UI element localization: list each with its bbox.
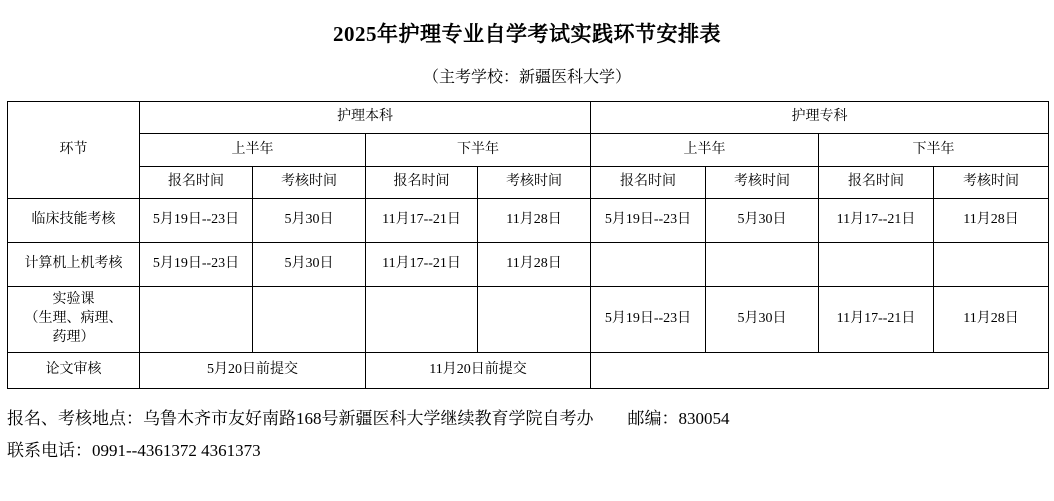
cell-thesis-second-half: 11月20日前提交	[366, 353, 591, 389]
header-corner: 环节	[8, 102, 140, 199]
footer-location-value: 乌鲁木齐市友好南路168号新疆医科大学继续教育学院自考办	[143, 409, 594, 428]
table-row	[8, 199, 1049, 243]
header-signup-time-4: 报名时间	[819, 166, 934, 198]
footer-notes	[7, 389, 1047, 468]
cell-computer-c2-exam	[934, 243, 1049, 287]
header-college-first-half: 上半年	[591, 134, 819, 166]
header-signup-time-1: 报名时间	[140, 166, 253, 198]
table-row	[8, 287, 1049, 353]
cell-clinical-u2-signup: 11月17--21日	[366, 199, 478, 243]
cell-lab-c1-signup: 5月19日--23日	[591, 287, 706, 353]
table-header-row-1	[8, 102, 1049, 134]
row-label-lab-line-2: （生理、病理、	[24, 311, 123, 327]
footer-postal-value: 830054	[678, 409, 730, 428]
cell-clinical-c1-exam: 5月30日	[706, 199, 819, 243]
cell-computer-u1-exam: 5月30日	[253, 243, 366, 287]
cell-computer-c1-exam	[706, 243, 819, 287]
cell-lab-c2-signup: 11月17--21日	[819, 287, 934, 353]
cell-thesis-college-empty	[591, 353, 1049, 389]
cell-computer-u2-exam: 11月28日	[478, 243, 591, 287]
schedule-table	[7, 101, 1049, 389]
header-exam-time-3: 考核时间	[706, 166, 819, 198]
cell-lab-u2-exam	[478, 287, 591, 353]
cell-lab-u1-signup	[140, 287, 253, 353]
cell-thesis-first-half: 5月20日前提交	[140, 353, 366, 389]
cell-lab-c1-exam: 5月30日	[706, 287, 819, 353]
cell-computer-u1-signup: 5月19日--23日	[140, 243, 253, 287]
row-label-computer-exam: 计算机上机考核	[8, 243, 140, 287]
footer-location-line	[7, 403, 1047, 435]
table-row	[8, 353, 1049, 389]
header-undergrad-first-half: 上半年	[140, 134, 366, 166]
table-header-row-3	[8, 166, 1049, 198]
header-exam-time-4: 考核时间	[934, 166, 1049, 198]
header-exam-time-1: 考核时间	[253, 166, 366, 198]
cell-computer-u2-signup: 11月17--21日	[366, 243, 478, 287]
footer-phone-value: 0991--4361372 4361373	[92, 441, 261, 461]
row-label-clinical-skills: 临床技能考核	[8, 199, 140, 243]
cell-clinical-u1-exam: 5月30日	[253, 199, 366, 243]
header-signup-time-2: 报名时间	[366, 166, 478, 198]
header-exam-time-2: 考核时间	[478, 166, 591, 198]
page-subtitle: （主考学校：新疆医科大学）	[422, 69, 631, 86]
table-row	[8, 243, 1049, 287]
row-label-thesis-review: 论文审核	[8, 353, 140, 389]
header-signup-time-3: 报名时间	[591, 166, 706, 198]
row-label-lab-line-3: 药理）	[52, 329, 95, 345]
cell-computer-c1-signup	[591, 243, 706, 287]
cell-clinical-c2-exam: 11月28日	[934, 199, 1049, 243]
footer-location-label: 报名、考核地点：	[7, 409, 143, 428]
header-undergrad-second-half: 下半年	[366, 134, 591, 166]
header-group-college: 护理专科	[591, 102, 1049, 134]
cell-lab-u2-signup	[366, 287, 478, 353]
footer-phone-line	[7, 435, 1047, 467]
cell-lab-u1-exam	[253, 287, 366, 353]
cell-computer-c2-signup	[819, 243, 934, 287]
row-label-lab-line-1: 实验课	[52, 292, 95, 308]
footer-phone-label: 联系电话：	[7, 441, 92, 461]
table-header-row-2	[8, 134, 1049, 166]
row-label-lab-course	[8, 287, 140, 353]
cell-clinical-c1-signup: 5月19日--23日	[591, 199, 706, 243]
header-college-second-half: 下半年	[819, 134, 1049, 166]
cell-lab-c2-exam: 11月28日	[934, 287, 1049, 353]
cell-clinical-u2-exam: 11月28日	[478, 199, 591, 243]
page-title: 2025年护理专业自学考试实践环节安排表	[333, 22, 721, 46]
header-group-undergrad: 护理本科	[140, 102, 591, 134]
cell-clinical-u1-signup: 5月19日--23日	[140, 199, 253, 243]
document-page	[0, 18, 1054, 501]
cell-clinical-c2-signup: 11月17--21日	[819, 199, 934, 243]
footer-postal-label: 邮编：	[627, 409, 679, 428]
